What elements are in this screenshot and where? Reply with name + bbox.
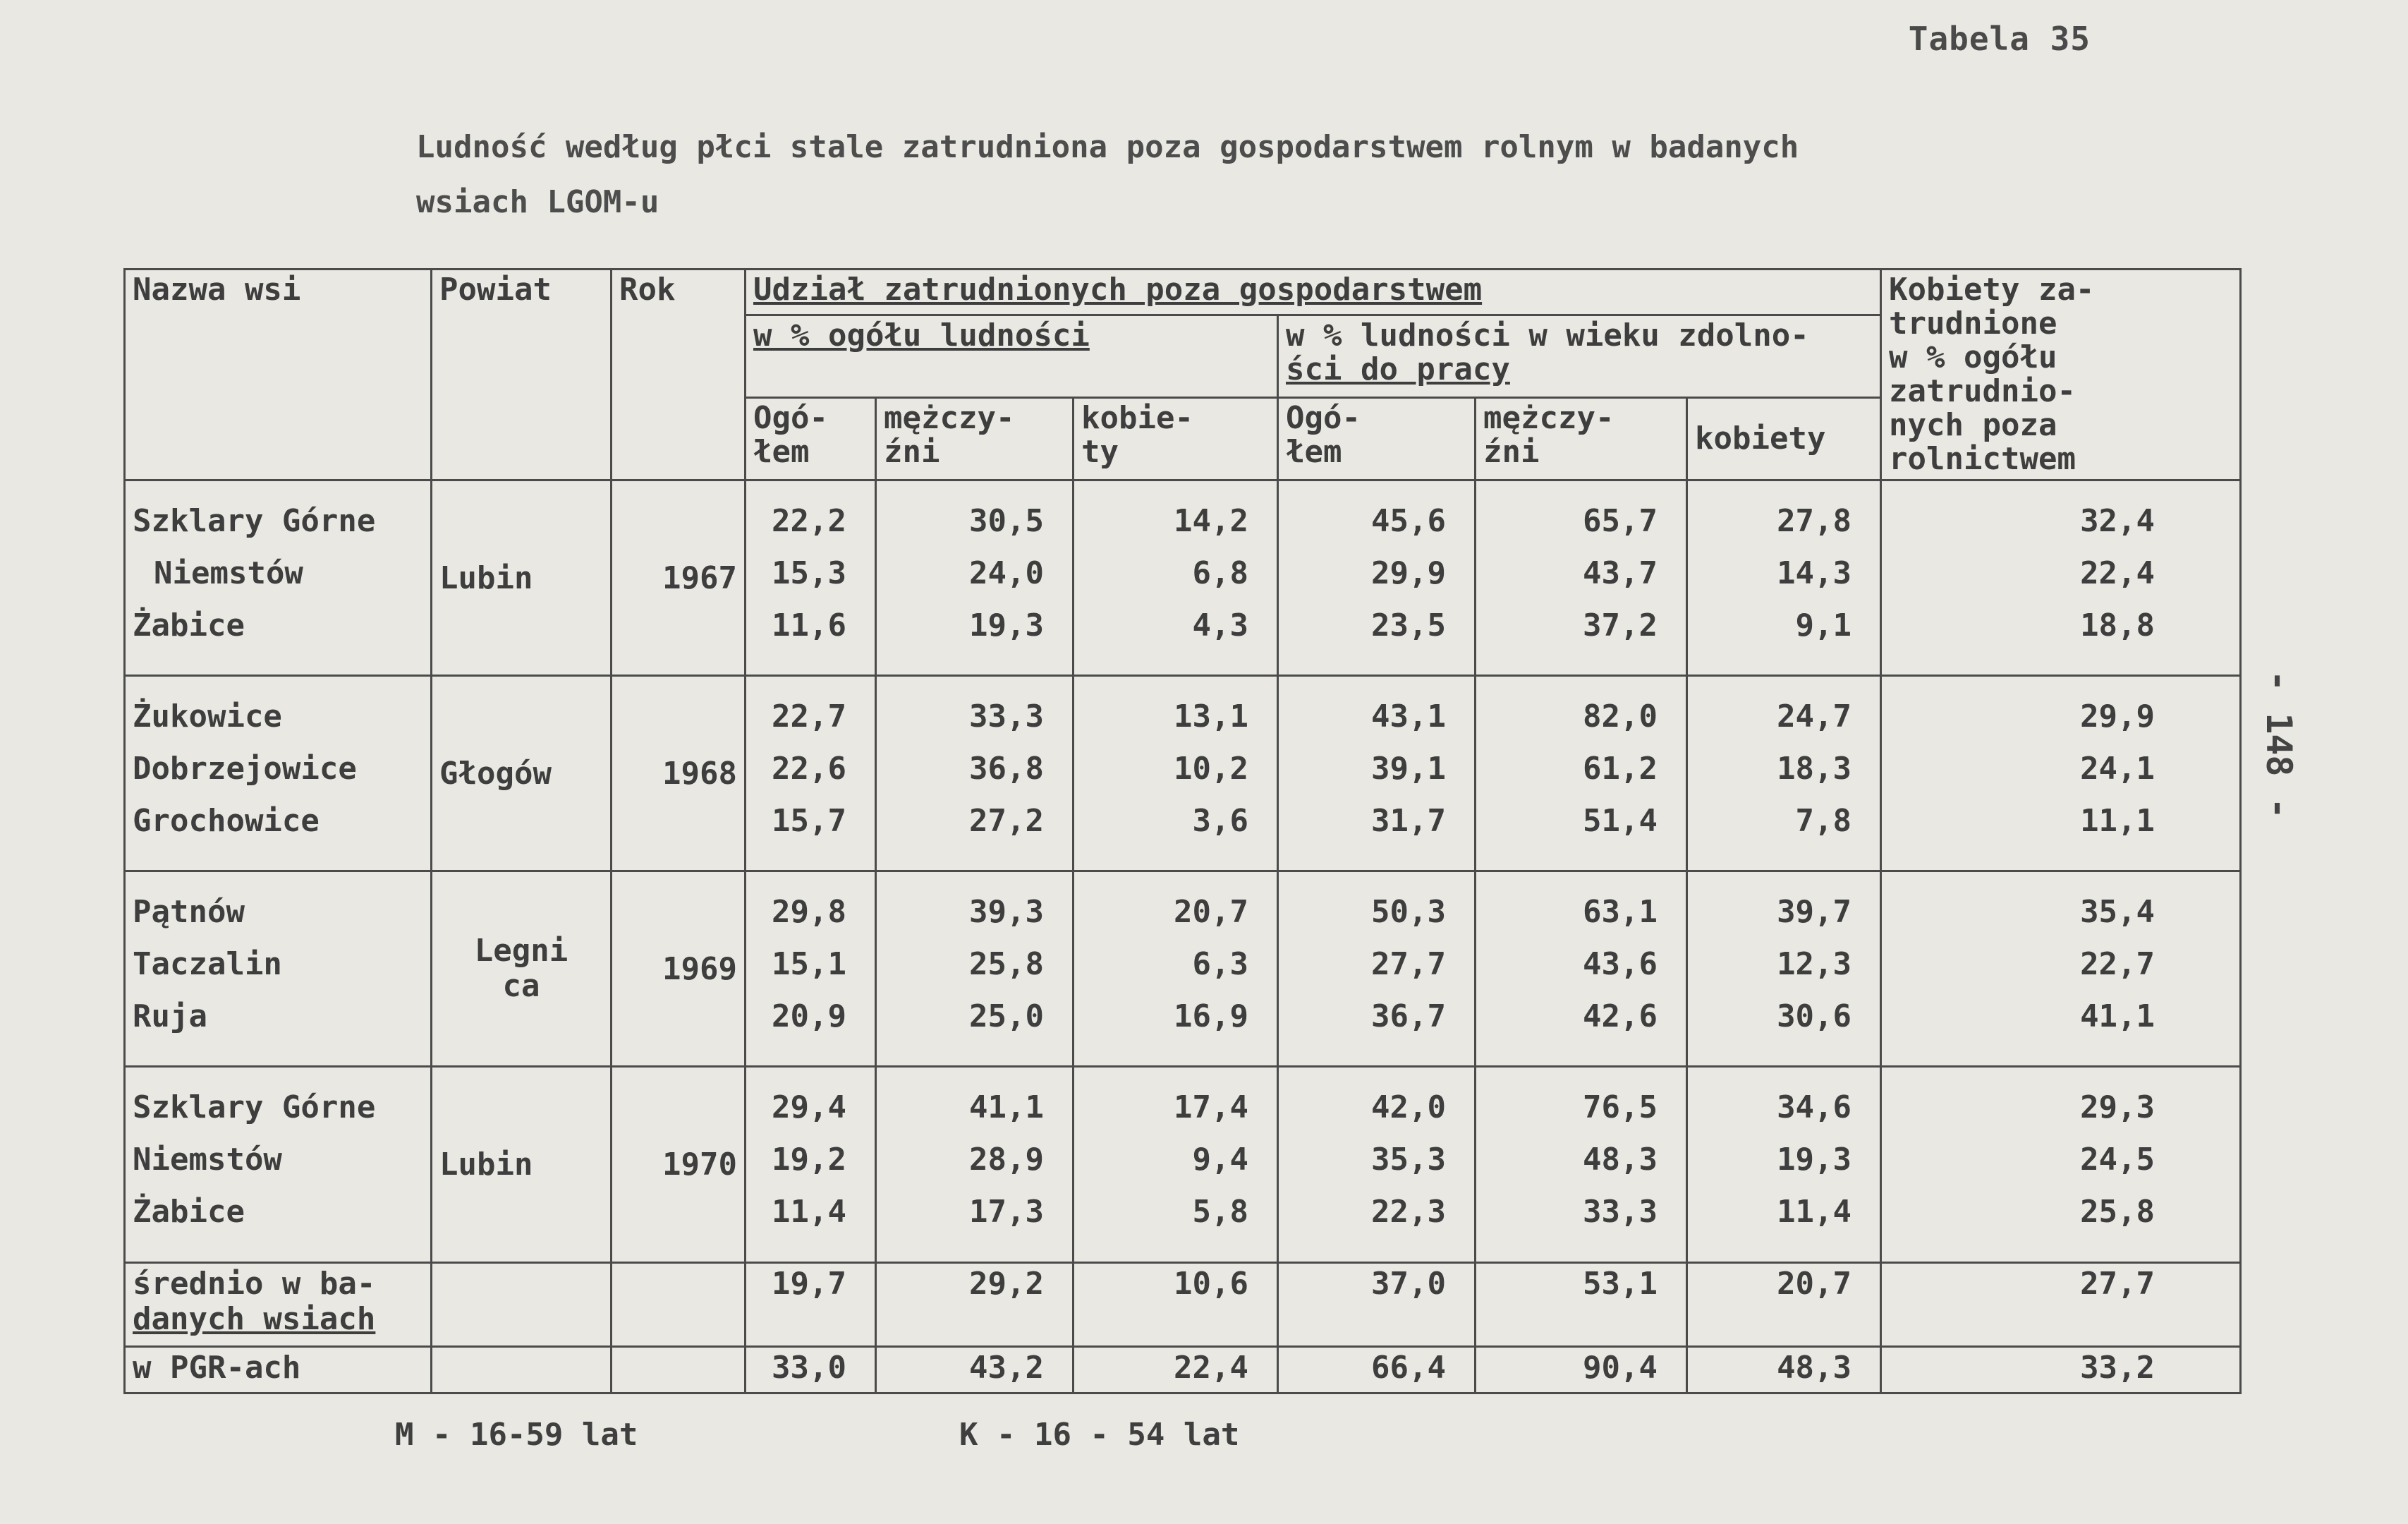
total-cell: 29,8 15,1 20,9 bbox=[746, 871, 876, 1067]
village-cell: Pątnów Taczalin Ruja bbox=[125, 871, 432, 1067]
table-row-pgr bbox=[125, 1347, 2241, 1393]
women-cell: 20,7 6,3 16,9 bbox=[1074, 871, 1278, 1067]
table-title-line-2: wsiach LGOM-u bbox=[416, 184, 659, 220]
header-share-working-age: w % ludności w wieku zdolno- ści do pracy bbox=[1278, 315, 1881, 397]
header-share-total-population: w % ogółu ludności bbox=[746, 315, 1278, 397]
table-row-group-1969 bbox=[125, 871, 2241, 1067]
women-share-cell: 29,3 24,5 25,8 bbox=[1881, 1067, 2241, 1262]
total-cell: 33,0 bbox=[746, 1347, 876, 1393]
header-women-working-age: kobiety bbox=[1687, 397, 1881, 480]
women-working-age-cell: 27,8 14,3 9,1 bbox=[1687, 480, 1881, 676]
men-working-age-cell: 53,1 bbox=[1476, 1262, 1687, 1347]
header-total: Ogó- łem bbox=[746, 397, 876, 480]
pgr-label: w PGR-ach bbox=[125, 1347, 432, 1393]
county-cell: Lubin bbox=[432, 480, 612, 676]
header-year: Rok bbox=[612, 270, 746, 480]
women-cell: 13,1 10,2 3,6 bbox=[1074, 676, 1278, 871]
empty-cell bbox=[432, 1347, 612, 1393]
county-cell: Lubin bbox=[432, 1067, 612, 1262]
men-working-age-cell: 65,7 43,7 37,2 bbox=[1476, 480, 1687, 676]
year-cell: 1968 bbox=[612, 676, 746, 871]
women-share-cell: 29,9 24,1 11,1 bbox=[1881, 676, 2241, 871]
men-working-age-cell: 82,0 61,2 51,4 bbox=[1476, 676, 1687, 871]
header-county: Powiat bbox=[432, 270, 612, 480]
header-women: kobie- ty bbox=[1074, 397, 1278, 480]
empty-cell bbox=[432, 1262, 612, 1347]
men-cell: 30,5 24,0 19,3 bbox=[876, 480, 1074, 676]
men-cell: 33,3 36,8 27,2 bbox=[876, 676, 1074, 871]
women-cell: 17,4 9,4 5,8 bbox=[1074, 1067, 1278, 1262]
header-village: Nazwa wsi bbox=[125, 270, 432, 480]
women-share-cell: 27,7 bbox=[1881, 1262, 2241, 1347]
county-cell: Głogów bbox=[432, 676, 612, 871]
table-number-label: Tabela 35 bbox=[1908, 20, 2091, 58]
header-men: mężczy- źni bbox=[876, 397, 1074, 480]
county-cell: Legni ca bbox=[432, 871, 612, 1067]
header-group: Udział zatrudnionych poza gospodarstwem bbox=[746, 270, 1881, 315]
table-title bbox=[416, 120, 2109, 230]
women-cell: 14,2 6,8 4,3 bbox=[1074, 480, 1278, 676]
footnote-men-age: M - 16-59 lat bbox=[395, 1417, 638, 1453]
total-cell: 22,7 22,6 15,7 bbox=[746, 676, 876, 871]
total-cell: 22,2 15,3 11,6 bbox=[746, 480, 876, 676]
women-working-age-cell: 34,6 19,3 11,4 bbox=[1687, 1067, 1881, 1262]
village-cell: Szklary Górne Niemstów Żabice bbox=[125, 480, 432, 676]
men-working-age-cell: 76,5 48,3 33,3 bbox=[1476, 1067, 1687, 1262]
men-cell: 29,2 bbox=[876, 1262, 1074, 1347]
women-working-age-cell: 39,7 12,3 30,6 bbox=[1687, 871, 1881, 1067]
header-women-share: Kobiety za- trudnione w % ogółu zatrudnio- nych poza rolnictwem bbox=[1881, 270, 2241, 480]
women-cell: 10,6 bbox=[1074, 1262, 1278, 1347]
empty-cell bbox=[612, 1347, 746, 1393]
women-cell: 22,4 bbox=[1074, 1347, 1278, 1393]
total-cell: 29,4 19,2 11,4 bbox=[746, 1067, 876, 1262]
average-label: średnio w ba- danych wsiach bbox=[125, 1262, 432, 1347]
women-working-age-cell: 24,7 18,3 7,8 bbox=[1687, 676, 1881, 871]
women-working-age-cell: 20,7 bbox=[1687, 1262, 1881, 1347]
women-working-age-cell: 48,3 bbox=[1687, 1347, 1881, 1393]
village-cell: Szklary Górne Niemstów Żabice bbox=[125, 1067, 432, 1262]
header-total-working-age: Ogó- łem bbox=[1278, 397, 1476, 480]
men-cell: 39,3 25,8 25,0 bbox=[876, 871, 1074, 1067]
men-working-age-cell: 63,1 43,6 42,6 bbox=[1476, 871, 1687, 1067]
year-cell: 1970 bbox=[612, 1067, 746, 1262]
village-cell: Żukowice Dobrzejowice Grochowice bbox=[125, 676, 432, 871]
table-title-line-1: Ludność według płci stale zatrudniona poza gospodarstwem rolnym w badanych bbox=[416, 129, 1799, 165]
women-share-cell: 32,4 22,4 18,8 bbox=[1881, 480, 2241, 676]
year-cell: 1969 bbox=[612, 871, 746, 1067]
footnote-women-age: K - 16 - 54 lat bbox=[959, 1417, 1240, 1453]
table-row-average bbox=[125, 1262, 2241, 1347]
year-cell: 1967 bbox=[612, 480, 746, 676]
men-cell: 41,1 28,9 17,3 bbox=[876, 1067, 1074, 1262]
total-cell: 19,7 bbox=[746, 1262, 876, 1347]
total-working-age-cell: 37,0 bbox=[1278, 1262, 1476, 1347]
table-row-group-1967 bbox=[125, 480, 2241, 676]
women-share-cell: 35,4 22,7 41,1 bbox=[1881, 871, 2241, 1067]
header-men-working-age: mężczy- źni bbox=[1476, 397, 1687, 480]
total-working-age-cell: 43,1 39,1 31,7 bbox=[1278, 676, 1476, 871]
total-working-age-cell: 42,0 35,3 22,3 bbox=[1278, 1067, 1476, 1262]
table-row-group-1968 bbox=[125, 676, 2241, 871]
men-cell: 43,2 bbox=[876, 1347, 1074, 1393]
empty-cell bbox=[612, 1262, 746, 1347]
table-row-group-1970 bbox=[125, 1067, 2241, 1262]
employment-table bbox=[123, 268, 2242, 1394]
women-share-cell: 33,2 bbox=[1881, 1347, 2241, 1393]
total-working-age-cell: 45,6 29,9 23,5 bbox=[1278, 480, 1476, 676]
men-working-age-cell: 90,4 bbox=[1476, 1347, 1687, 1393]
total-working-age-cell: 50,3 27,7 36,7 bbox=[1278, 871, 1476, 1067]
total-working-age-cell: 66,4 bbox=[1278, 1347, 1476, 1393]
page-number: - 148 - bbox=[2258, 670, 2299, 819]
